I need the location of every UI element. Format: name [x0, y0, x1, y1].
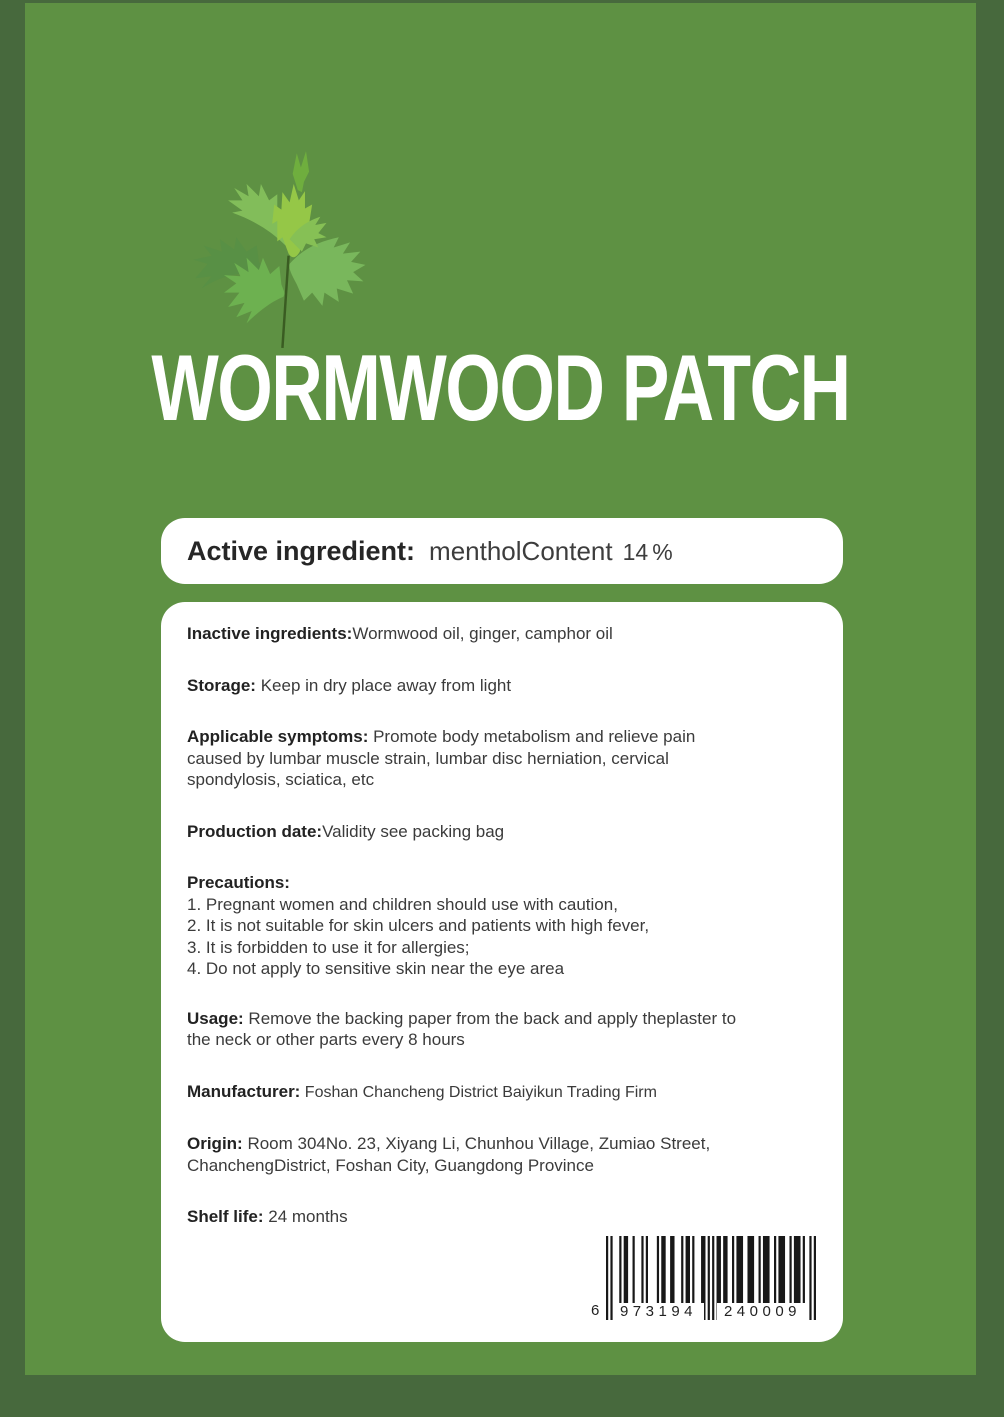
section-text: Remove the backing paper from the back and apply theplaster to the neck or other parts every 8 hours	[187, 1008, 737, 1049]
section-label: Shelf life:	[187, 1207, 264, 1226]
info-section-2	[187, 726, 732, 791]
barcode-digits-right: 240009	[717, 1303, 808, 1320]
section-label: Storage:	[187, 675, 256, 695]
product-title: WORMWOOD PATCH	[151, 335, 850, 440]
precaution-item: 1. Pregnant women and children should use with caution,	[187, 894, 618, 914]
section-text: Validity see packing bag	[322, 821, 505, 841]
precaution-item: 3. It is forbidden to use it for allergies;	[187, 937, 470, 957]
section-label: Applicable symptoms:	[187, 727, 369, 746]
section-label: Production date:	[187, 821, 323, 841]
section-text: Room 304No. 23, Xiyang Li, Chunhou Village, Zumiao Street, ChanchengDistrict, Foshan City, Guangdong Province	[187, 1134, 711, 1175]
section-label: Usage:	[187, 1008, 244, 1028]
wormwood-plant-icon	[183, 145, 388, 350]
barcode-digits-left: 973194	[613, 1303, 704, 1320]
info-section-4	[187, 872, 817, 980]
product-info-box	[161, 602, 843, 1342]
percent-sign: %	[652, 538, 673, 565]
section-label: Manufacturer:	[187, 1081, 301, 1101]
section-text: Promote body metabolism and relieve pain caused by lumbar muscle strain, lumbar disc herniation, cervical spondylosis, sciatica, etc	[187, 727, 696, 789]
section-text: Foshan Chancheng District Baiyikun Trading Firm	[300, 1083, 657, 1101]
active-ingredient-value: mentholContent	[429, 535, 613, 566]
product-label	[25, 3, 976, 1375]
precaution-item: 4. Do not apply to sensitive skin near the eye area	[187, 959, 565, 978]
section-text: 24 months	[263, 1207, 348, 1226]
section-label: Origin:	[187, 1134, 243, 1153]
active-ingredient-percent: 14 %	[622, 538, 673, 565]
section-label: Inactive ingredients:	[187, 624, 353, 643]
active-ingredient-box	[161, 518, 843, 584]
info-section-3	[187, 821, 817, 843]
info-sections	[187, 623, 817, 1228]
info-section-8	[187, 1206, 817, 1228]
info-section-0	[187, 623, 817, 645]
section-text: Wormwood oil, ginger, camphor oil	[352, 624, 613, 643]
precaution-item: 2. It is not suitable for skin ulcers and patients with high fever,	[187, 916, 650, 935]
active-ingredient-label: Active ingredient:	[187, 535, 416, 566]
info-section-5	[187, 1008, 745, 1051]
section-text: Keep in dry place away from light	[255, 675, 512, 695]
section-label: Precautions:	[187, 873, 290, 892]
barcode	[591, 1236, 817, 1320]
info-section-6	[187, 1081, 817, 1104]
barcode-first-digit: 6	[591, 1302, 600, 1319]
info-section-1	[187, 675, 817, 697]
info-section-7	[187, 1133, 787, 1176]
